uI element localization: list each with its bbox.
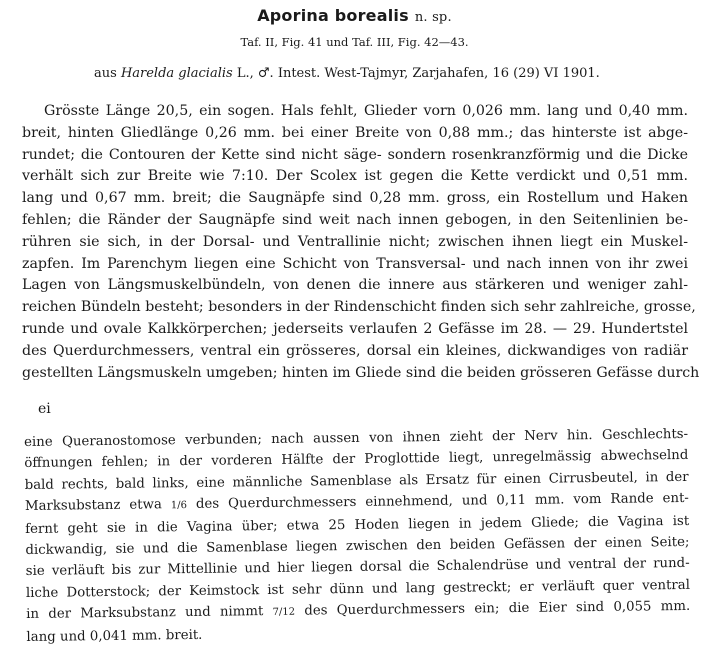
text-line: Lagen von Längsmuskelbündeln, von denen die innere aus stärkeren und weniger zahl- xyxy=(22,277,688,294)
text-line: eine Queranostomose verbunden; nach aussen von ihnen zieht der Nerv hin. Geschlechts- xyxy=(24,426,689,450)
text-line: runde und ovale Kalkkörperchen; jederseits verlaufen 2 Gefässe im 28. — 29. Hundertstel xyxy=(22,320,688,337)
species-name: Aporina borealis xyxy=(257,6,409,25)
description-paragraph-2 xyxy=(24,424,691,648)
fraction: 1/6 xyxy=(170,500,188,512)
text-line: rühren sie sich, in der Dorsal- und Ventrallinie nicht; zwischen ihnen liegt ein Muskel- xyxy=(22,233,688,250)
description-paragraph-1 xyxy=(22,101,700,384)
text-line: fehlen; die Ränder der Saugnäpfe sind weit nach innen gebogen, in den Seitenlinien be- xyxy=(22,211,688,228)
species-title xyxy=(0,6,709,25)
text-line: gestellten Längsmuskeln umgeben; hinten im Gliede sind die beiden grösseren Gefässe durch xyxy=(22,364,700,381)
text-line: öffnungen fehlen; in der vorderen Hälfte der Proglottide liegt, unregelmässig abwechselnd xyxy=(24,448,689,472)
text-line: sie verläuft bis zur Mittellinie und hier liegen dorsal die Schalendrüse und ventral der rund- xyxy=(25,556,690,580)
species-designation: n. sp. xyxy=(414,10,452,25)
text-line: breit, hinten Gliedlänge 0,26 mm. bei einer Breite von 0,88 mm.; das hinterste ist abge- xyxy=(22,124,688,141)
text-line: dickwandig, sie und die Samenblase liegen zwischen den beiden Gefässen der einen Seite; xyxy=(25,534,690,559)
cut-line-fragment: ei xyxy=(38,401,51,417)
text-line: lang und 0,67 mm. breit; die Saugnäpfe sind 0,28 mm. gross, ein Rostellum und Haken xyxy=(22,190,688,207)
host-line xyxy=(94,66,600,81)
text-line: fernt geht sie in die Vagina über; etwa 25 Hoden liegen in jedem Gliede; die Vagina ist xyxy=(25,513,690,537)
text-line: des Querdurchmessers, ventral ein grösseres, dorsal ein kleines, dickwandiges von radiär xyxy=(22,342,688,359)
text-line: rundet; die Contouren der Kette sind nicht säge- sondern rosenkranzförmig und die Dicke xyxy=(22,146,688,163)
host-name: Harelda glacialis xyxy=(120,66,233,81)
text-line: liche Dotterstock; der Keimstock ist sehr dünn und lang gestreckt; er verläuft quer ventral xyxy=(25,577,691,601)
text-line: verhält sich zur Breite wie 7:10. Der Scolex ist gegen die Kette verdickt und 0,51 mm. xyxy=(22,168,688,185)
text-line: zapfen. Im Parenchym liegen eine Schicht von Transversal- und nach innen von ihr zwei xyxy=(22,255,688,272)
text-line: lang und 0,041 mm. breit. xyxy=(26,627,203,645)
host-author: L., xyxy=(236,66,254,81)
host-prefix: aus xyxy=(94,66,117,81)
host-locality: Intest. West-Tajmyr, Zarjahafen, 16 (29) VI 1901. xyxy=(277,66,600,81)
text-line: Grösste Länge 20,5, ein sogen. Hals fehlt, Glieder vorn 0,026 mm. lang und 0,40 mm. xyxy=(44,103,688,119)
text-line-fraction: Marksubstanz etwa 1/6 des Querdurchmessers einnehmend, und 0,11 mm. vom Rande ent- xyxy=(24,491,689,515)
text-line: bald rechts, bald links, eine männliche Samenblase als Ersatz für einen Cirrusbeutel, in der xyxy=(24,469,689,493)
text-line: reichen Bündeln besteht; besonders in der Rindenschicht finden sich sehr zahlreiche, grosse, xyxy=(22,299,696,316)
host-sex: ♂. xyxy=(257,66,274,81)
text-line-fraction: in der Marksubstanz und nimmt 7/12 des Querdurchmessers ein; die Eier sind 0,055 mm. xyxy=(26,599,691,623)
plate-reference: Taf. II, Fig. 41 und Taf. III, Fig. 42—43. xyxy=(240,35,469,49)
fraction: 7/12 xyxy=(272,606,296,619)
